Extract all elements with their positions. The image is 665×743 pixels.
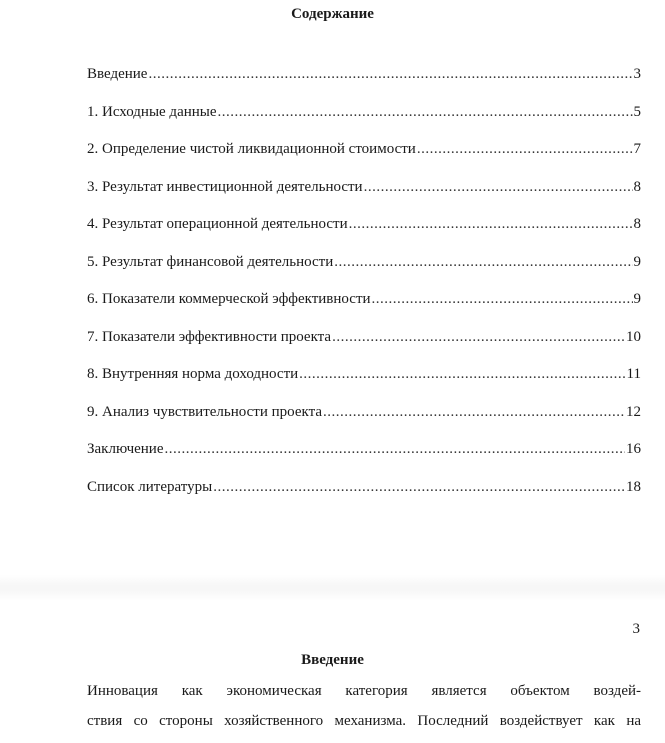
toc-entry-label: 1. Исходные данные xyxy=(87,103,217,120)
toc-entry-label: Введение xyxy=(87,66,148,82)
toc-entry xyxy=(87,402,641,440)
toc-entry-page: 18 xyxy=(626,478,641,495)
toc-entry-label: 4. Результат операционной деятельности xyxy=(87,216,348,232)
toc-dot-leader xyxy=(334,252,632,272)
toc-dot-leader xyxy=(218,102,633,122)
body-line: Инновация как экономическая категория является объектом воздей- xyxy=(87,683,641,699)
toc-entry xyxy=(87,327,641,365)
toc-dot-leader xyxy=(349,214,633,234)
toc-entry xyxy=(87,177,641,215)
toc-entry-page: 8 xyxy=(633,216,641,232)
page-number: 3 xyxy=(632,621,640,637)
toc-entry-page: 9 xyxy=(633,253,641,270)
toc-dot-leader xyxy=(299,364,625,384)
toc-entry xyxy=(87,289,641,327)
page-separator xyxy=(0,575,665,601)
toc-dot-leader xyxy=(323,402,625,422)
toc-list xyxy=(87,64,641,514)
toc-entry-label: 2. Определение чистой ликвидационной стоимости xyxy=(87,141,416,157)
toc-entry-page: 3 xyxy=(633,66,641,82)
toc-entry-page: 9 xyxy=(633,291,641,307)
toc-entry-label: 8. Внутренняя норма доходности xyxy=(87,366,299,382)
toc-entry xyxy=(87,252,641,290)
toc-dot-leader xyxy=(165,439,626,459)
toc-entry xyxy=(87,64,641,102)
section-title: Введение xyxy=(301,652,364,668)
body-line: ствия со стороны хозяйственного механизма. Последний воздействует как на xyxy=(87,713,641,729)
toc-entry-page: 12 xyxy=(626,403,641,420)
toc-title: Содержание xyxy=(291,6,374,22)
intro-page xyxy=(0,601,665,743)
toc-entry xyxy=(87,439,641,477)
toc-entry-page: 7 xyxy=(633,141,641,157)
toc-dot-leader xyxy=(364,177,633,197)
toc-entry-page: 11 xyxy=(626,366,641,382)
toc-entry-page: 5 xyxy=(633,103,641,120)
toc-entry-page: 10 xyxy=(626,328,641,345)
toc-entry xyxy=(87,477,641,515)
toc-entry-label: Список литературы xyxy=(87,478,213,495)
toc-entry-page: 8 xyxy=(633,178,641,195)
toc-dot-leader xyxy=(372,289,633,309)
toc-dot-leader xyxy=(213,477,625,497)
toc-entry-label: 7. Показатели эффективности проекта xyxy=(87,328,332,345)
toc-entry xyxy=(87,139,641,177)
toc-dot-leader xyxy=(148,64,632,84)
toc-entry-label: 9. Анализ чувствительности проекта xyxy=(87,403,322,420)
toc-dot-leader xyxy=(332,327,625,347)
toc-entry xyxy=(87,102,641,140)
toc-entry-label: 3. Результат инвестиционной деятельности xyxy=(87,178,363,195)
body-paragraph xyxy=(87,679,641,739)
toc-entry xyxy=(87,364,641,402)
toc-entry xyxy=(87,214,641,252)
toc-entry-label: Заключение xyxy=(87,441,164,457)
toc-dot-leader xyxy=(417,139,633,159)
toc-entry-page: 16 xyxy=(626,441,641,457)
toc-entry-label: 5. Результат финансовой деятельности xyxy=(87,253,334,270)
toc-entry-label: 6. Показатели коммерческой эффективности xyxy=(87,291,371,307)
